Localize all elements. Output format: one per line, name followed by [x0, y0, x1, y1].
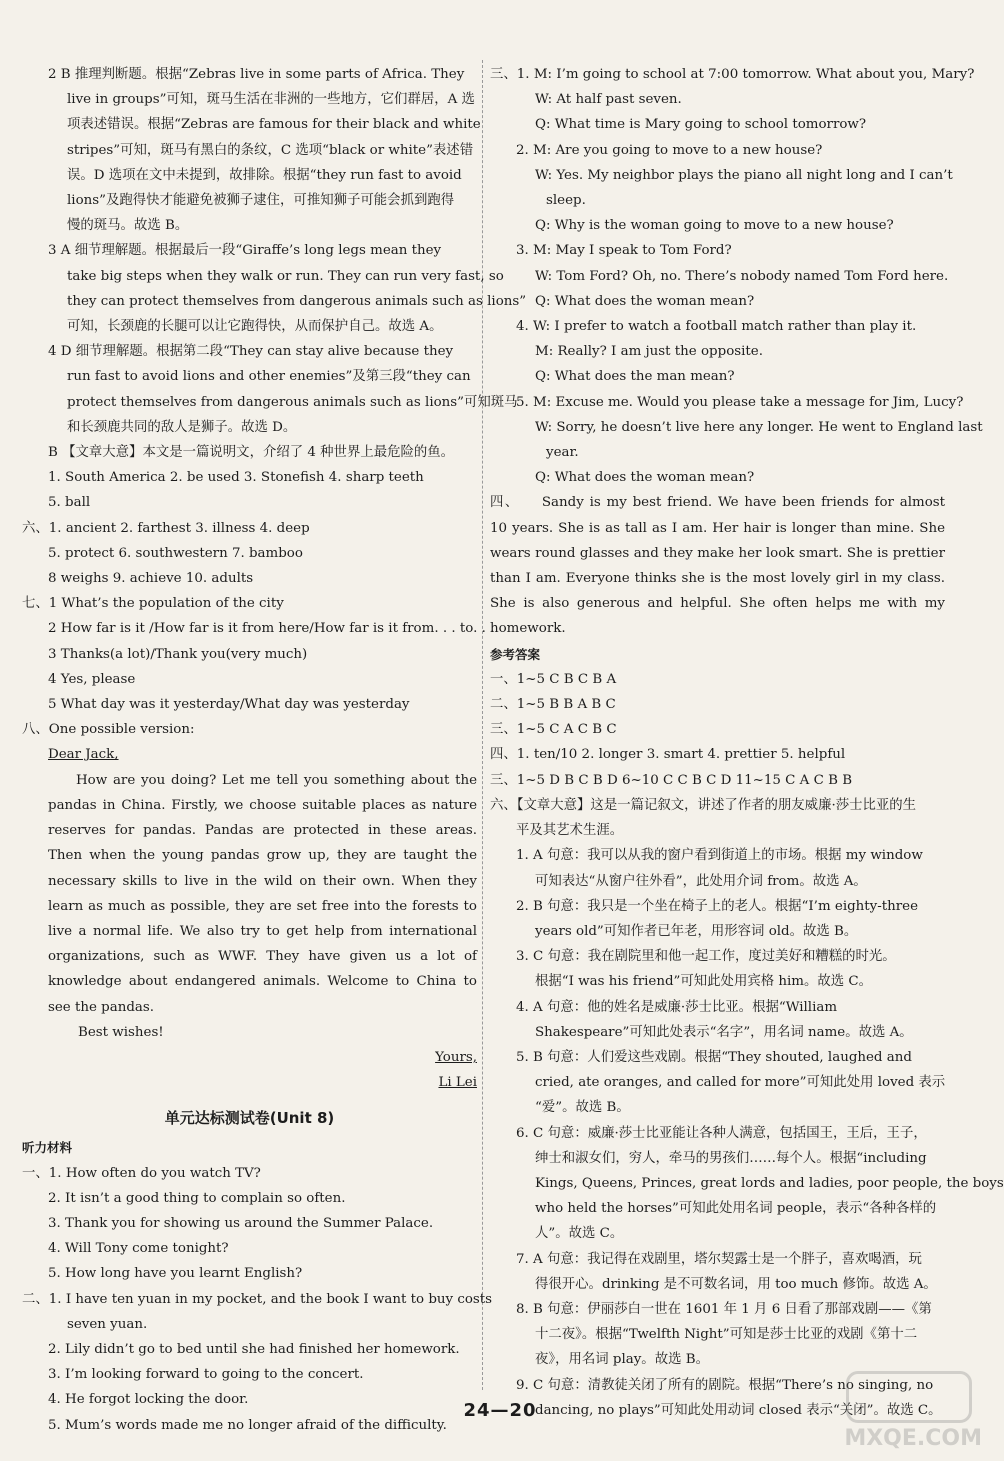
dialogue-line: 2. M: Are you going to move to a new house? [516, 142, 823, 158]
answer-line: 7. A 句意：我记得在戏剧里，塔尔契露士是一个胖子，喜欢喝酒，玩 [516, 1251, 922, 1267]
text-line: 误。D 选项在文中未提到，故排除。根据“they run fast to avoid [67, 167, 462, 183]
answer-line: 平及其艺术生涯。 [516, 823, 624, 839]
answer-line: 夜》，用名词 play。故选 B。 [535, 1352, 709, 1368]
answer-line: 四、1. ten/10 2. longer 3. smart 4. prettier 5. helpful [490, 747, 846, 763]
dialogue-line: sleep. [546, 193, 586, 209]
dialogue-line: Q: What does the man mean? [535, 369, 735, 385]
answer-line: 4. A 句意：他的姓名是威廉·莎士比亚。根据“William [516, 999, 838, 1015]
text-line: take big steps when they walk or run. They can run very fast, so [67, 268, 504, 284]
answer-line: 8. B 句意：伊丽莎白一世在 1601 年 1 月 6 日看了那部戏剧——《第 [516, 1301, 932, 1317]
answer-line: 根据“I was his friend”可知此处用宾格 him。故选 C。 [535, 974, 873, 990]
text-line: 4 Yes, please [48, 671, 136, 687]
dialogue-line: W: Tom Ford? Oh, no. There’s nobody named Tom Ford here. [535, 268, 949, 284]
watermark-logo-icon [846, 1371, 972, 1423]
dialogue-line: W: Yes. My neighbor plays the piano all night long and I can’t [535, 167, 953, 183]
text-line: 慢的斑马。故选 B。 [67, 218, 189, 234]
listening-line: 二、1. I have ten yuan in my pocket, and the book I want to buy costs [22, 1291, 493, 1307]
listening-line: seven yuan. [67, 1316, 148, 1332]
dialogue-line: Q: Why is the woman going to move to a new house? [535, 218, 894, 234]
unit-test-title: 单元达标测试卷(Unit 8) [164, 1109, 335, 1128]
text-line: 1. South America 2. be used 3. Stonefish 4. sharp teeth [48, 470, 424, 486]
text-line: 3 A 细节理解题。根据最后一段“Giraffe’s long legs mean they [48, 243, 442, 259]
answer-line: 2. B 句意：我只是一个坐在椅子上的老人。根据“I’m eighty-three [516, 898, 919, 914]
listening-dialogues [490, 62, 983, 490]
text-line: 2 B 推理判断题。根据“Zebras live in some parts of Africa. They [48, 67, 465, 82]
answer-line: who held the horses”可知此处用名词 people，表示“各种各样的 [535, 1201, 937, 1217]
site-watermark: MXQE.COM [832, 1371, 982, 1451]
essay-heading: 八、One possible version: [22, 722, 195, 738]
answer-line: 1. A 句意：我可以从我的窗户看到街道上的市场。根据 my window [516, 848, 923, 864]
text-line: run fast to avoid lions and other enemies”及第三段“they can [67, 369, 471, 385]
listening-line: 2. It isn’t a good thing to complain so often. [48, 1190, 346, 1206]
text-line: 3 Thanks(a lot)/Thank you(very much) [48, 646, 308, 662]
answer-line: years old”可知作者已年老，用形容词 old。故选 B。 [535, 923, 858, 939]
text-line: lions”及跑得快才能避免被狮子逮住，可推知狮子可能会抓到跑得 [67, 193, 455, 209]
text-line: B 【文章大意】本文是一篇说明文，介绍了 4 种世界上最危险的鱼。 [48, 445, 455, 461]
essay-sign-yours: Yours, [435, 1049, 477, 1065]
text-line: 5. protect 6. southwestern 7. bamboo [48, 545, 303, 561]
answer-line: 一、1~5 C B C B A [490, 671, 617, 687]
answer-line: 绅士和淑女们，穷人，牵马的男孩们……每个人。根据“including [535, 1150, 927, 1166]
dialogue-line: 4. W: I prefer to watch a football match rather than play it. [516, 319, 917, 335]
text-line: 2 How far is it /How far is it from here/How far is it from. . . to. . . [48, 621, 495, 637]
dialogue-line: 5. M: Excuse me. Would you please take a message for Jim, Lucy? [516, 394, 964, 410]
text-line: 可知，长颈鹿的长腿可以让它跑得快，从而保护自己。故选 A。 [67, 319, 443, 335]
text-line: stripes”可知，斑马有黑白的条纹，C 选项“black or white”表述错 [67, 142, 474, 158]
text-line: they can protect themselves from dangerous animals such as lions” [67, 293, 527, 309]
text-line: 项表述错误。根据“Zebras are famous for their black and white [67, 117, 481, 133]
answer-line: dancing, no plays”可知此处用动词 closed 表示“关闭”。故选 C。 [535, 1402, 942, 1418]
passage-four: 四、 Sandy is my best friend. We have been friends for almost 10 years. She is as tall as I am. Her hair is longer than mine. She wears round glasses and they make her look smart. She is prettier than I am. Everyone thinks she is the most lovely girl in my class. She is also generous and helpful. She often helps me with my homework. [490, 495, 946, 637]
dialogue-line: W: Sorry, he doesn’t live here any longer. He went to England last [535, 419, 983, 435]
dialogue-line: Q: What does the woman mean? [535, 293, 755, 309]
dialogue-line: year. [546, 445, 579, 461]
dialogue-line: 三、1. M: I’m going to school at 7:00 tomorrow. What about you, Mary? [490, 67, 975, 82]
listening-line: 4. Will Tony come tonight? [48, 1241, 229, 1257]
essay-greeting: Dear Jack, [48, 747, 119, 763]
text-line: live in groups”可知，斑马生活在非洲的一些地方，它们群居，A 选 [67, 92, 475, 108]
dialogue-line: W: At half past seven. [535, 92, 682, 108]
text-line: 七、1 What’s the population of the city [22, 596, 284, 612]
answer-line: 十二夜》。根据“Twelfth Night”可知是莎士比亚的戏剧《第十二 [535, 1327, 918, 1343]
listening-line: 一、1. How often do you watch TV? [22, 1165, 261, 1181]
essay-sign-name: Li Lei [438, 1075, 477, 1091]
right-column [490, 62, 1004, 1423]
page-number: 24—20 [463, 1400, 537, 1421]
answer-line: 6. C 句意：威廉·莎士比亚能让各种人满意，包括国王，王后，王子， [516, 1125, 927, 1141]
dialogue-line: Q: What does the woman mean? [535, 470, 755, 486]
answer-line: 人”。故选 C。 [535, 1226, 624, 1242]
answer-line: 可知表达“从窗户往外看”，此处用介词 from。故选 A。 [535, 873, 867, 889]
text-line: 4 D 细节理解题。根据第二段“They can stay alive because they [48, 344, 454, 360]
answer-line: 9. C 句意：清教徒关闭了所有的剧院。根据“There’s no singing, no [516, 1377, 934, 1393]
column-divider [482, 60, 483, 1390]
text-line: 和长颈鹿共同的敌人是狮子。故选 D。 [67, 419, 297, 435]
text-line: 5 What day was it yesterday/What day was yesterday [48, 697, 410, 713]
answer-line: “爱”。故选 B。 [535, 1100, 630, 1116]
text-line: protect themselves from dangerous animals such as lions”可知斑马 [67, 394, 518, 410]
answer-line: 3. C 句意：我在剧院里和他一起工作，度过美好和糟糕的时光。 [516, 949, 896, 965]
listening-material-left [22, 1161, 493, 1438]
answer-line: 5. B 句意：人们爱这些戏剧。根据“They shouted, laughed and [516, 1049, 912, 1065]
text-line: 5. ball [48, 495, 91, 511]
listening-line: 4. He forgot locking the door. [48, 1392, 249, 1408]
answer-key [490, 667, 1004, 1423]
listening-line: 5. How long have you learnt English? [48, 1266, 303, 1282]
essay-closing: Best wishes! [78, 1024, 164, 1040]
listening-line: 5. Mum’s words made me no longer afraid of the difficulty. [48, 1417, 447, 1433]
answer-line: 得很开心。drinking 是不可数名词，用 too much 修饰。故选 A。 [535, 1276, 937, 1292]
dialogue-line: Q: What time is Mary going to school tomorrow? [535, 117, 867, 133]
answer-line: 三、1~5 D B C B D 6~10 C C B C D 11~15 C A C B B [490, 772, 853, 788]
answers-label: 参考答案 [490, 646, 541, 662]
text-line: 六、1. ancient 2. farthest 3. illness 4. deep [22, 520, 310, 536]
essay-body: How are you doing? Let me tell you something about the pandas in China. Firstly, we choose suitable places as nature reserves for pandas. Pandas are protected in these areas. Then when the young pandas grow up, they are taught the necessary skills to live in the wild on their own. When they learn as much as possible, they are set free into the forests to live a normal life. We also try to get help from international organizations, such as WWF. They have given us a lot of knowledge about endangered animals. Welcome to China to see the pandas. [48, 772, 477, 1015]
listening-line: 3. Thank you for showing us around the Summer Palace. [48, 1215, 434, 1231]
listening-line: 3. I’m looking forward to going to the concert. [48, 1367, 364, 1383]
answer-line: 六、【文章大意】这是一篇记叙文，讲述了作者的朋友威廉·莎士比亚的生 [490, 797, 917, 813]
listening-line: 2. Lily didn’t go to bed until she had finished her homework. [48, 1341, 460, 1357]
listening-material-label: 听力材料 [22, 1140, 73, 1156]
dialogue-line: 3. M: May I speak to Tom Ford? [516, 243, 732, 259]
answer-line: 三、1~5 C A C B C [490, 722, 617, 738]
answer-line: Kings, Queens, Princes, great lords and ladies, poor people, the boys [535, 1175, 1004, 1191]
answer-line: Shakespeare”可知此处表示“名字”，用名词 name。故选 A。 [535, 1024, 913, 1040]
text-line: 8 weighs 9. achieve 10. adults [48, 571, 254, 587]
dialogue-line: M: Really? I am just the opposite. [535, 344, 763, 360]
answer-line: 二、1~5 B B A B C [490, 697, 616, 713]
answer-line: cried, ate oranges, and called for more”可知此处用 loved 表示 [535, 1075, 946, 1091]
